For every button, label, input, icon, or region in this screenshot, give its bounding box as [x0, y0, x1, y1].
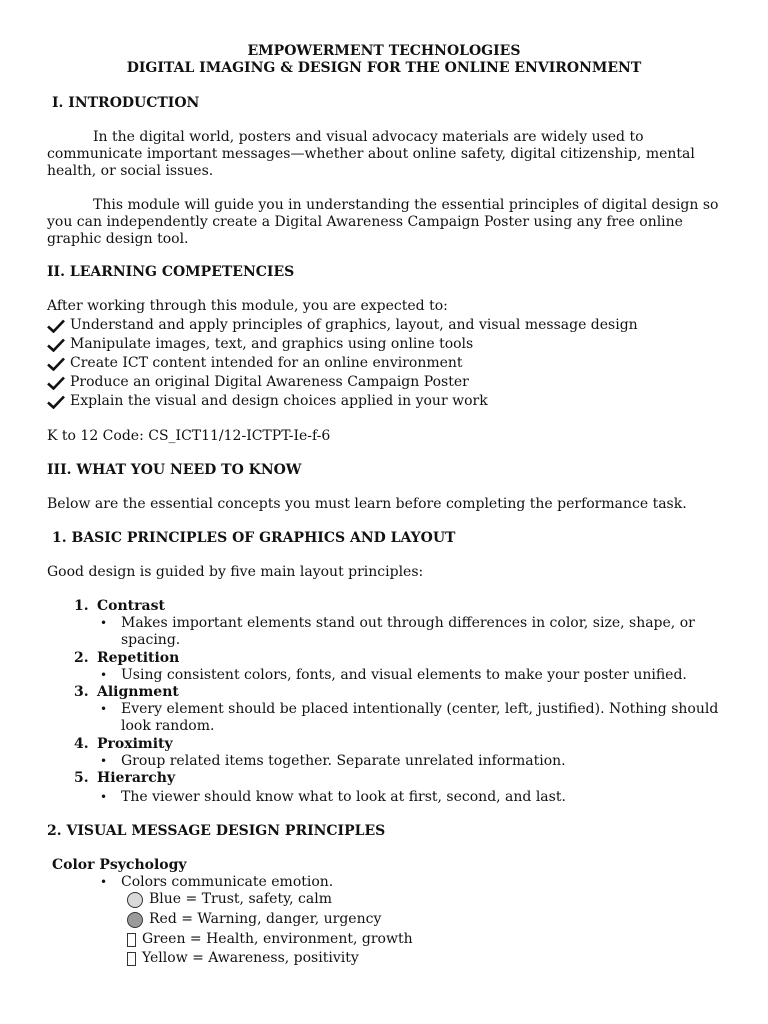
principle-bullet: • Makes important elements stand out through differences in color, size, shape, or spacing.	[100, 615, 695, 648]
principle-item: 1. Contrast	[74, 598, 165, 614]
color-meaning-item: Yellow = Awareness, positivity	[127, 950, 359, 967]
missing-glyph-icon	[127, 933, 136, 947]
competency-item: Understand and apply principles of graphics, layout, and visual message design	[47, 317, 638, 334]
checkmark-icon	[47, 395, 65, 409]
bullet-icon: •	[100, 875, 108, 889]
section-heading-introduction: I. INTRODUCTION	[52, 95, 200, 111]
doc-title-line1: EMPOWERMENT TECHNOLOGIES	[247, 43, 521, 59]
color-psychology-heading: Color Psychology	[52, 857, 187, 873]
color-psychology-bullet: • Colors communicate emotion.	[100, 874, 334, 890]
bullet-icon: •	[100, 616, 108, 630]
gray-circle-icon	[127, 912, 143, 928]
principle-bullet: • Using consistent colors, fonts, and visual elements to make your poster unified.	[100, 667, 687, 683]
color-meaning-item: Blue = Trust, safety, calm	[127, 891, 332, 908]
competency-item: Explain the visual and design choices applied in your work	[47, 393, 488, 410]
intro-paragraph-2: This module will guide you in understanding the essential principles of digital design so you can independently create a Digital Awareness Campaign Poster using any free online graphic design tool.	[47, 197, 719, 247]
checkmark-icon	[47, 338, 65, 352]
principle-item: 2. Repetition	[74, 650, 180, 666]
checkmark-icon	[47, 357, 65, 371]
section-heading-competencies: II. LEARNING COMPETENCIES	[47, 264, 295, 280]
bullet-icon: •	[100, 790, 108, 804]
principle-bullet: • Group related items together. Separate unrelated information.	[100, 753, 566, 769]
doc-title-line2: DIGITAL IMAGING & DESIGN FOR THE ONLINE ENVIRONMENT	[126, 60, 642, 76]
color-meaning-item: Green = Health, environment, growth	[127, 931, 413, 948]
principle-bullet: • Every element should be placed intentionally (center, left, justified). Nothing should look random.	[100, 701, 719, 734]
color-meaning-item: Red = Warning, danger, urgency	[127, 911, 381, 928]
intro-paragraph-1: In the digital world, posters and visual advocacy materials are widely used to communicate important messages—whether about online safety, digital citizenship, mental health, or social issues.	[47, 129, 695, 179]
light-circle-icon	[127, 892, 143, 908]
principles-lead: Good design is guided by five main layout principles:	[47, 564, 424, 580]
competency-item: Produce an original Digital Awareness Campaign Poster	[47, 374, 469, 391]
know-lead: Below are the essential concepts you must learn before completing the performance task.	[47, 496, 687, 512]
competency-item: Manipulate images, text, and graphics using online tools	[47, 336, 473, 353]
bullet-icon: •	[100, 754, 108, 768]
competency-item: Create ICT content intended for an online environment	[47, 355, 463, 372]
principle-bullet: • The viewer should know what to look at first, second, and last.	[100, 789, 566, 805]
checkmark-icon	[47, 319, 65, 333]
section-heading-what-you-need-to-know: III. WHAT YOU NEED TO KNOW	[47, 462, 302, 478]
bullet-icon: •	[100, 702, 108, 716]
principle-item: 5. Hierarchy	[74, 770, 176, 786]
checkmark-icon	[47, 376, 65, 390]
principle-item: 3. Alignment	[74, 684, 179, 700]
subsection-heading-visual-message: 2. VISUAL MESSAGE DESIGN PRINCIPLES	[47, 823, 386, 839]
curriculum-code: K to 12 Code: CS_ICT11/12-ICTPT-Ie-f-6	[47, 428, 331, 444]
principle-item: 4. Proximity	[74, 736, 173, 752]
bullet-icon: •	[100, 668, 108, 682]
subsection-heading-principles: 1. BASIC PRINCIPLES OF GRAPHICS AND LAYOUT	[52, 530, 456, 546]
competencies-lead: After working through this module, you are expected to:	[47, 298, 448, 314]
missing-glyph-icon	[127, 952, 136, 966]
